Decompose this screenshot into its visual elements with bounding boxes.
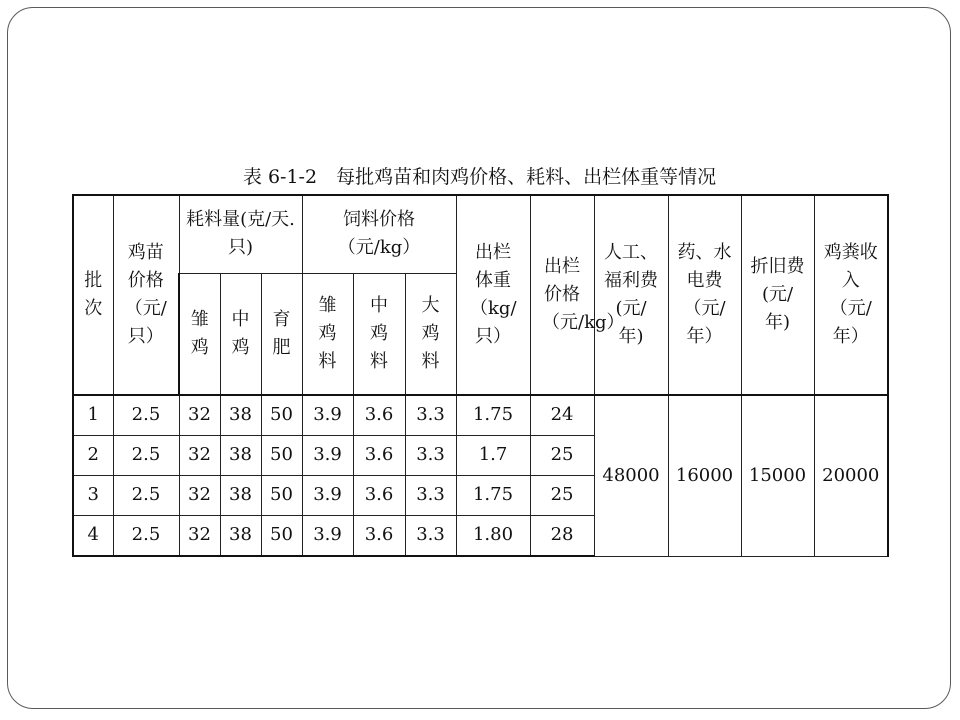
header-feed-price: 饲料价格（元/kg）: [302, 195, 456, 273]
header-feed-price-large: 大鸡料: [405, 273, 456, 395]
cell-chick-price: 2.5: [113, 435, 179, 475]
cell-sale-price: 25: [530, 475, 594, 515]
header-feed-price-chick: 雏鸡料: [302, 273, 353, 395]
cell-chick-price: 2.5: [113, 475, 179, 515]
header-manure: 鸡粪收入（元/年）: [814, 195, 888, 395]
cell-weight: 1.75: [456, 395, 530, 435]
cell-feed-finish: 50: [261, 435, 302, 475]
cell-price-mid: 3.6: [353, 395, 405, 435]
cell-price-large: 3.3: [405, 395, 456, 435]
cell-price-large: 3.3: [405, 515, 456, 556]
cell-depreciation: 15000: [741, 395, 814, 556]
cell-batch: 3: [73, 475, 113, 515]
cell-price-large: 3.3: [405, 435, 456, 475]
cell-price-chick: 3.9: [302, 435, 353, 475]
cell-feed-finish: 50: [261, 475, 302, 515]
cell-price-chick: 3.9: [302, 475, 353, 515]
cell-feed-mid: 38: [220, 475, 261, 515]
cell-weight: 1.80: [456, 515, 530, 556]
table-caption: 表 6-1-2 每批鸡苗和肉鸡价格、耗料、出栏体重等情况: [242, 166, 717, 188]
cell-utility: 16000: [668, 395, 741, 556]
cell-feed-chick: 32: [179, 435, 220, 475]
header-labor: 人工、福利费(元/年): [594, 195, 668, 395]
cell-sale-price: 24: [530, 395, 594, 435]
header-batch: 批次: [73, 195, 113, 395]
header-feed-amount-chick: 雏鸡: [179, 273, 220, 395]
cell-price-large: 3.3: [405, 475, 456, 515]
cell-feed-finish: 50: [261, 515, 302, 556]
cell-labor: 48000: [594, 395, 668, 556]
cell-weight: 1.75: [456, 475, 530, 515]
header-feed-price-mid: 中鸡料: [353, 273, 405, 395]
header-feed-amount-finish: 育肥: [261, 273, 302, 395]
cell-batch: 2: [73, 435, 113, 475]
cell-weight: 1.7: [456, 435, 530, 475]
cell-feed-mid: 38: [220, 395, 261, 435]
header-depreciation: 折旧费(元/年): [741, 195, 814, 395]
cell-price-mid: 3.6: [353, 515, 405, 556]
header-weight: 出栏体重（kg/只）: [456, 195, 530, 395]
table-row: [73, 395, 888, 435]
data-table: [72, 194, 889, 557]
cell-chick-price: 2.5: [113, 515, 179, 556]
cell-feed-chick: 32: [179, 475, 220, 515]
cell-feed-chick: 32: [179, 515, 220, 556]
cell-feed-chick: 32: [179, 395, 220, 435]
cell-price-chick: 3.9: [302, 515, 353, 556]
header-feed-amount: 耗料量(克/天.只): [179, 195, 302, 273]
cell-price-mid: 3.6: [353, 435, 405, 475]
cell-chick-price: 2.5: [113, 395, 179, 435]
header-row-1: [73, 195, 888, 273]
header-chick-price: 鸡苗价格（元/只）: [113, 195, 179, 395]
cell-batch: 1: [73, 395, 113, 435]
cell-price-mid: 3.6: [353, 475, 405, 515]
cell-batch: 4: [73, 515, 113, 556]
header-sale-price: 出栏价格（元/kg）: [530, 195, 594, 395]
cell-feed-mid: 38: [220, 515, 261, 556]
cell-sale-price: 28: [530, 515, 594, 556]
header-feed-amount-mid: 中鸡: [220, 273, 261, 395]
cell-feed-finish: 50: [261, 395, 302, 435]
cell-feed-mid: 38: [220, 435, 261, 475]
cell-price-chick: 3.9: [302, 395, 353, 435]
cell-sale-price: 25: [530, 435, 594, 475]
cell-manure: 20000: [814, 395, 888, 556]
header-utility: 药、水电费（元/年）: [668, 195, 741, 395]
